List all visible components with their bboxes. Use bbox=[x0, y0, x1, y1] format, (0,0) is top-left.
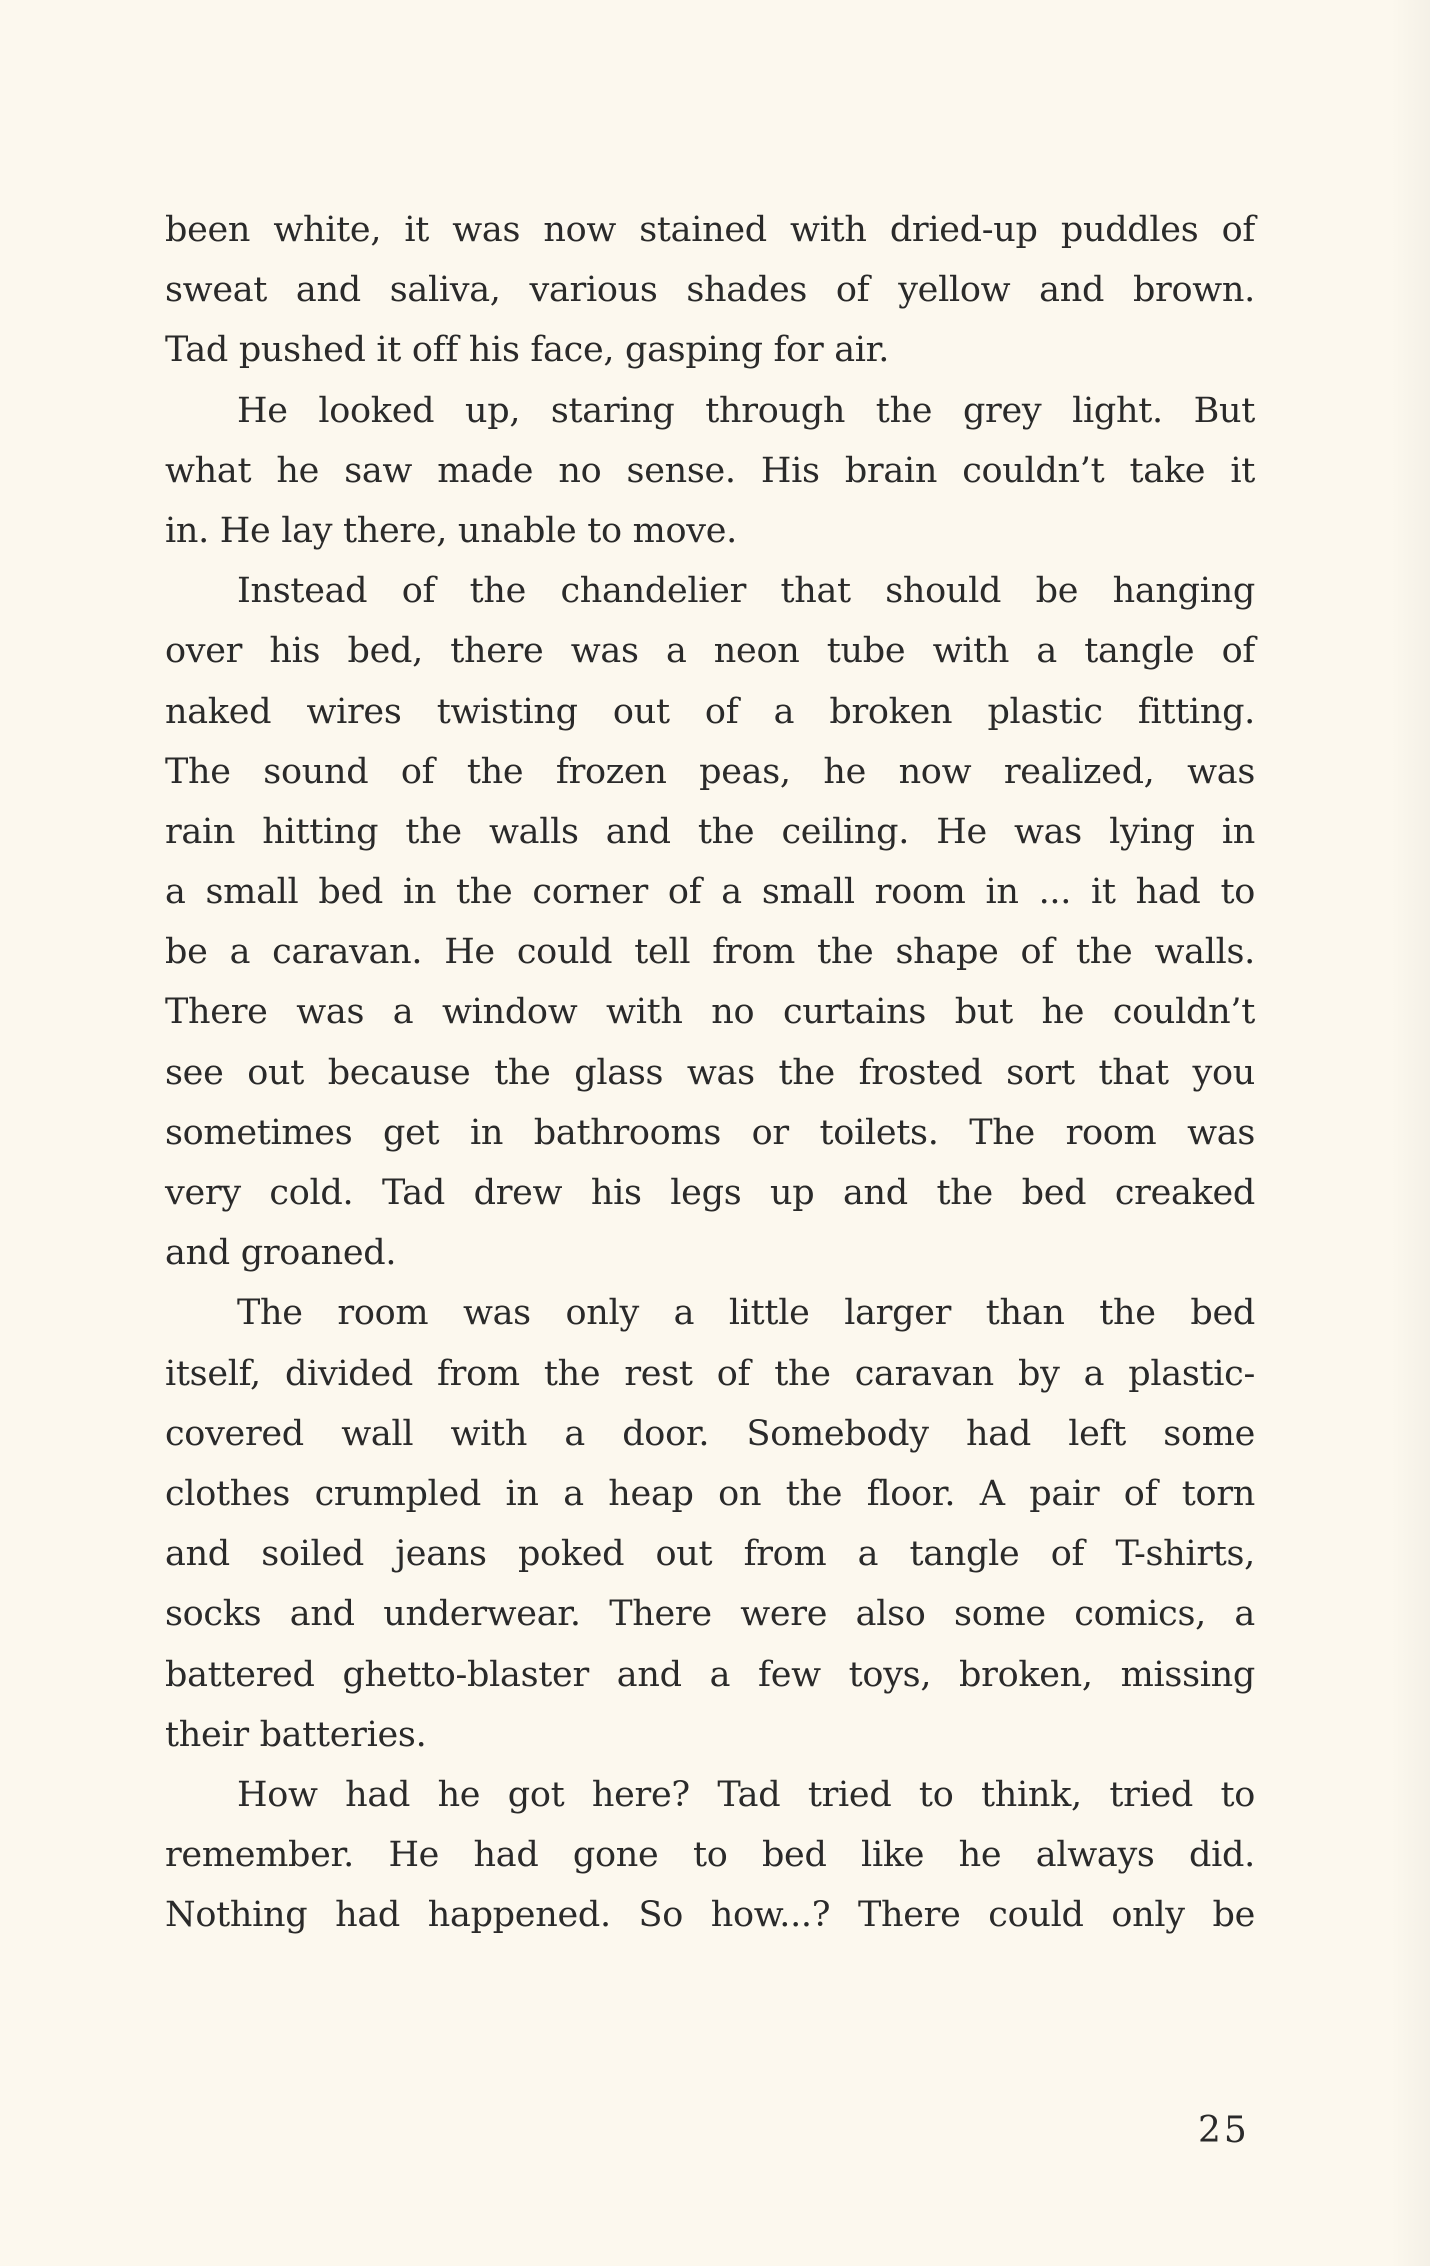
text-line: remember. He had gone to bed like he always did. bbox=[165, 1835, 1255, 1876]
text-line: a small bed in the corner of a small room in ... it had to bbox=[165, 872, 1255, 913]
text-line: naked wires twisting out of a broken plastic fitting. bbox=[165, 691, 1255, 732]
text-line: very cold. Tad drew his legs up and the bed creaked bbox=[165, 1173, 1255, 1213]
paragraph-start-line: He looked up, staring through the grey light. But bbox=[237, 390, 1255, 431]
text-line: covered wall with a door. Somebody had left some bbox=[165, 1413, 1255, 1454]
text-line: sometimes get in bathrooms or toilets. The room was bbox=[165, 1112, 1255, 1153]
page-number: 25 bbox=[1198, 2110, 1250, 2151]
text-line: and soiled jeans poked out from a tangle of T-shirts, bbox=[165, 1534, 1255, 1575]
paragraph-start-line: How had he got here? Tad tried to think, tried to bbox=[237, 1774, 1255, 1815]
text-line: itself, divided from the rest of the caravan by a plastic- bbox=[165, 1353, 1255, 1394]
paragraph-start-line: The room was only a little larger than the bed bbox=[237, 1293, 1255, 1334]
paragraph-start-line: Instead of the chandelier that should be hanging bbox=[237, 571, 1255, 612]
text-line: Tad pushed it off his face, gasping for air. bbox=[165, 330, 890, 371]
text-line: battered ghetto-blaster and a few toys, broken, missing bbox=[165, 1654, 1255, 1695]
text-line: and groaned. bbox=[165, 1233, 397, 1274]
text-line: sweat and saliva, various shades of yellow and brown. bbox=[165, 270, 1255, 311]
text-line: rain hitting the walls and the ceiling. He was lying in bbox=[165, 811, 1255, 852]
text-line: over his bed, there was a neon tube with a tangle of bbox=[165, 631, 1255, 672]
text-line: what he saw made no sense. His brain couldn’t take it bbox=[165, 450, 1255, 491]
text-line: Nothing had happened. So how...? There could only be bbox=[165, 1895, 1255, 1936]
text-line: socks and underwear. There were also some comics, a bbox=[165, 1594, 1255, 1635]
page-body-text bbox=[165, 200, 1255, 1945]
text-line: their batteries. bbox=[165, 1714, 427, 1755]
text-line: There was a window with no curtains but he couldn’t bbox=[165, 992, 1255, 1033]
text-line: clothes crumpled in a heap on the floor. A pair of torn bbox=[165, 1473, 1255, 1514]
text-line: The sound of the frozen peas, he now realized, was bbox=[165, 751, 1255, 792]
text-line: see out because the glass was the frosted sort that you bbox=[165, 1052, 1255, 1093]
text-line: in. He lay there, unable to move. bbox=[165, 510, 737, 551]
text-line: been white, it was now stained with dried-up puddles of bbox=[165, 210, 1255, 250]
page-edge-shadow bbox=[1390, 0, 1430, 2266]
text-line: be a caravan. He could tell from the shape of the walls. bbox=[165, 932, 1255, 973]
